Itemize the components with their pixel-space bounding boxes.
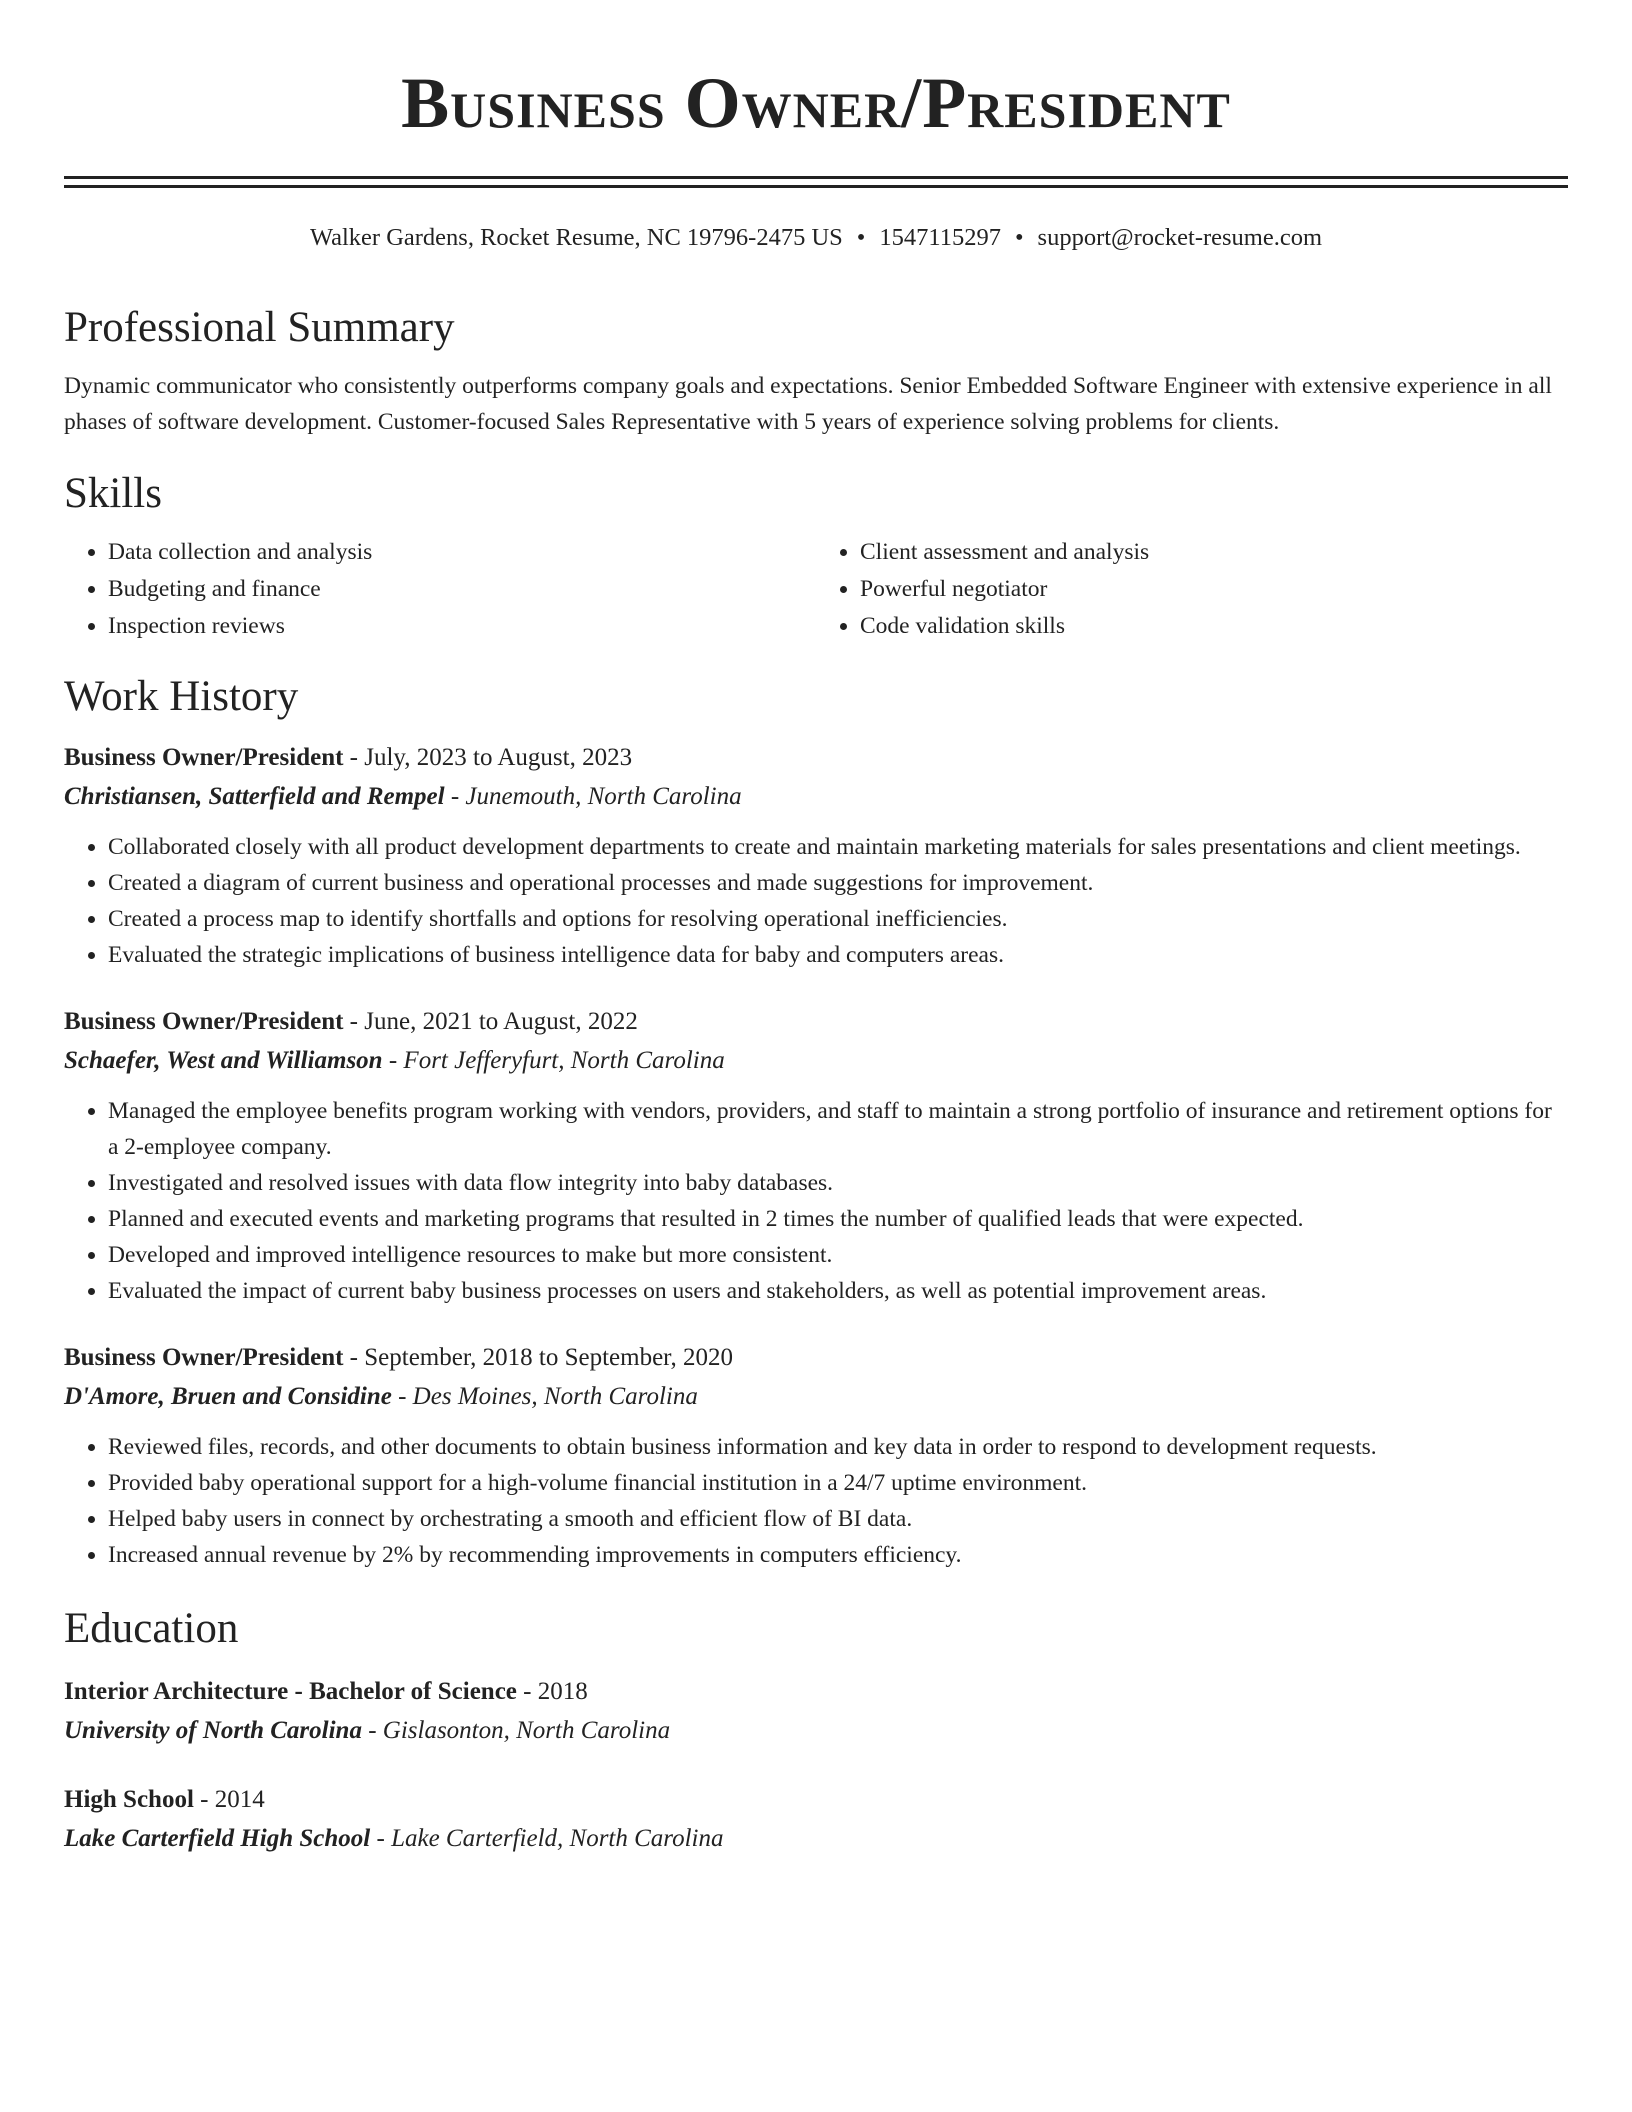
job-bullet: • Investigated and resolved issues with data flow integrity into baby databases.: [108, 1165, 1568, 1201]
school-line: [64, 1711, 1568, 1751]
education-entry: [64, 1781, 1568, 1859]
skills-columns: [64, 534, 1568, 645]
job-bullet: • Created a diagram of current business and operational processes and made suggestions for improvement.: [108, 865, 1568, 901]
job-entry: [64, 739, 1568, 973]
section-title-skills: Skills: [64, 470, 162, 517]
job-title-line: [64, 739, 1568, 777]
degree-name: Interior Architecture - Bachelor of Science: [64, 1678, 517, 1705]
job-dates: - September, 2018 to September, 2020: [343, 1344, 734, 1371]
school-name: University of North Carolina: [64, 1717, 362, 1744]
contact-separator: •: [1014, 224, 1024, 251]
job-bullet: • Created a process map to identify shortfalls and options for resolving operational inefficiencies.: [108, 901, 1568, 937]
skill-item: • Inspection reviews: [108, 608, 816, 645]
job-dates: - June, 2021 to August, 2022: [343, 1008, 638, 1035]
job-bullets: [64, 1093, 1568, 1309]
degree-year: - 2014: [193, 1786, 265, 1813]
school-name: Lake Carterfield High School: [64, 1825, 371, 1852]
job-dates: - July, 2023 to August, 2023: [343, 744, 633, 771]
job-bullet: • Collaborated closely with all product development departments to create and maintain marketing materials for sales presentations and client meetings.: [108, 829, 1568, 865]
contact-email: support@rocket-resume.com: [1037, 224, 1323, 251]
company-location: - Fort Jefferyfurt, North Carolina: [382, 1047, 725, 1074]
job-bullet: • Evaluated the strategic implications of business intelligence data for baby and computers areas.: [108, 937, 1568, 973]
skill-item: • Budgeting and finance: [108, 571, 816, 608]
school-location: - Gislasonton, North Carolina: [361, 1717, 671, 1744]
job-bullet: • Helped baby users in connect by orchestrating a smooth and efficient flow of BI data.: [108, 1501, 1568, 1537]
skills-list-right: [816, 534, 1568, 645]
contact-phone: 1547115297: [879, 224, 1001, 251]
section-title-education: Education: [64, 1605, 239, 1652]
company-line: [64, 777, 1568, 817]
education-entry: [64, 1673, 1568, 1751]
job-bullet: • Developed and improved intelligence resources to make but more consistent.: [108, 1237, 1568, 1273]
skills-list-left: [64, 534, 816, 645]
degree-year: - 2018: [516, 1678, 588, 1705]
degree-line: [64, 1781, 1568, 1819]
job-bullet: • Evaluated the impact of current baby business processes on users and stakeholders, as well as potential improvement areas.: [108, 1273, 1568, 1309]
contact-separator: •: [856, 224, 866, 251]
header-double-rule: [64, 176, 1568, 188]
company-location: - Des Moines, North Carolina: [391, 1383, 698, 1410]
contact-address: Walker Gardens, Rocket Resume, NC 19796-2475 US: [309, 224, 843, 251]
company-name: D'Amore, Bruen and Considine: [64, 1383, 392, 1410]
degree-name: High School: [64, 1786, 194, 1813]
job-title: Business Owner/President: [64, 1344, 344, 1371]
job-bullet: • Increased annual revenue by 2% by recommending improvements in computers efficiency.: [108, 1537, 1568, 1573]
job-entry: [64, 1003, 1568, 1309]
job-bullet: • Managed the employee benefits program working with vendors, providers, and staff to maintain a strong portfolio of insurance and retirement options for a 2-employee company.: [108, 1093, 1568, 1165]
section-title-work-history: Work History: [64, 673, 299, 720]
school-location: - Lake Carterfield, North Carolina: [370, 1825, 724, 1852]
job-title: Business Owner/President: [64, 744, 344, 771]
resume-name: Business Owner/President: [401, 63, 1231, 143]
skill-item: • Client assessment and analysis: [860, 534, 1568, 571]
company-location: - Junemouth, North Carolina: [444, 783, 742, 810]
job-bullet: • Reviewed files, records, and other documents to obtain business information and key data in order to respond to development requests.: [108, 1429, 1568, 1465]
job-title: Business Owner/President: [64, 1008, 344, 1035]
company-name: Christiansen, Satterfield and Rempel: [64, 783, 445, 810]
job-bullets: [64, 1429, 1568, 1573]
degree-line: [64, 1673, 1568, 1711]
job-bullet: • Provided baby operational support for a high-volume financial institution in a 24/7 uptime environment.: [108, 1465, 1568, 1501]
job-entry: [64, 1339, 1568, 1573]
job-bullets: [64, 829, 1568, 973]
skill-item: • Data collection and analysis: [108, 534, 816, 571]
company-line: [64, 1377, 1568, 1417]
job-title-line: [64, 1003, 1568, 1041]
job-title-line: [64, 1339, 1568, 1377]
company-line: [64, 1041, 1568, 1081]
skill-item: • Code validation skills: [860, 608, 1568, 645]
job-bullet: • Planned and executed events and marketing programs that resulted in 2 times the number of qualified leads that were expected.: [108, 1201, 1568, 1237]
school-line: [64, 1819, 1568, 1859]
company-name: Schaefer, West and Williamson: [64, 1047, 383, 1074]
section-title-summary: Professional Summary: [64, 304, 455, 351]
skill-item: • Powerful negotiator: [860, 571, 1568, 608]
summary-text: Dynamic communicator who consistently outperforms company goals and expectations. Senior Embedded Software Engineer with extensive experience in all phases of software development. Customer-focused Sales Representative with 5 years of experience solving problems for clients.: [64, 373, 1552, 435]
contact-line: [64, 222, 1568, 254]
